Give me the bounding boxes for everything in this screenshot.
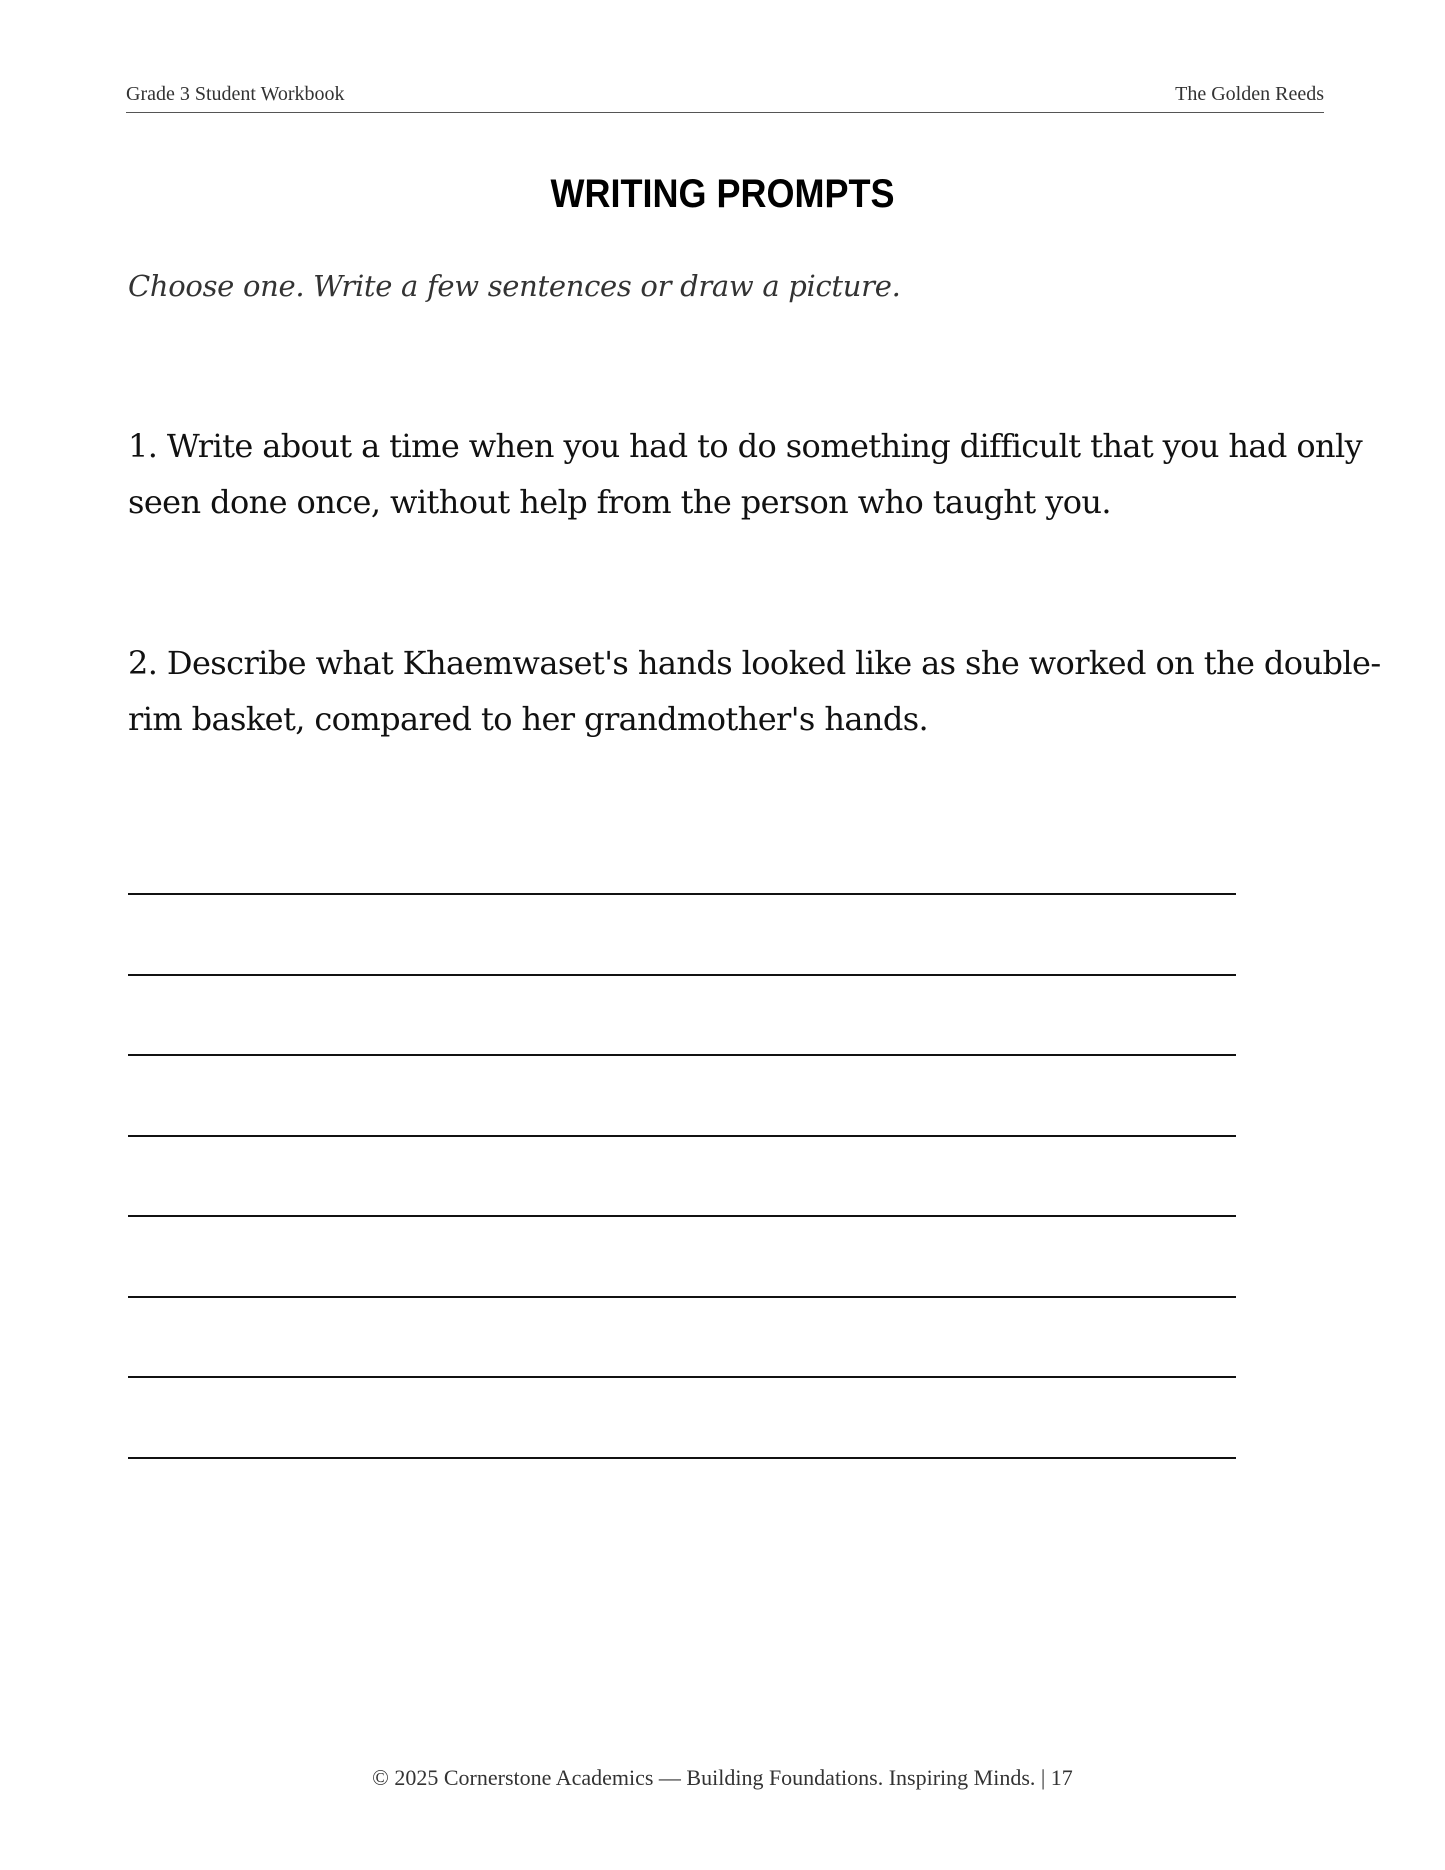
- writing-area[interactable]: [128, 0, 1236, 1870]
- story-title: The Golden Reeds: [1175, 83, 1324, 105]
- answer-line[interactable]: [128, 1054, 1236, 1056]
- page-title: WRITING PROMPTS: [550, 172, 895, 216]
- prompt-line: 2. Describe what Khaemwaset's hands looked like as she worked on the double-: [128, 644, 1381, 682]
- prompt-line: seen done once, without help from the person who taught you.: [128, 483, 1111, 521]
- prompt-line: 1. Write about a time when you had to do something difficult that you had only: [128, 427, 1363, 465]
- workbook-label: Grade 3 Student Workbook: [126, 83, 345, 105]
- answer-line[interactable]: [128, 1376, 1236, 1378]
- answer-line[interactable]: [128, 1135, 1236, 1137]
- prompt-line: rim basket, compared to her grandmother's hands.: [128, 700, 929, 738]
- page-footer: © 2025 Cornerstone Academics — Building Foundations. Inspiring Minds. | 17: [372, 1765, 1073, 1790]
- answer-line[interactable]: [128, 893, 1236, 895]
- answer-line[interactable]: [128, 1215, 1236, 1217]
- answer-line[interactable]: [128, 974, 1236, 976]
- answer-line[interactable]: [128, 1457, 1236, 1459]
- instructions: Choose one. Write a few sentences or draw a picture.: [128, 269, 901, 303]
- answer-line[interactable]: [128, 1296, 1236, 1298]
